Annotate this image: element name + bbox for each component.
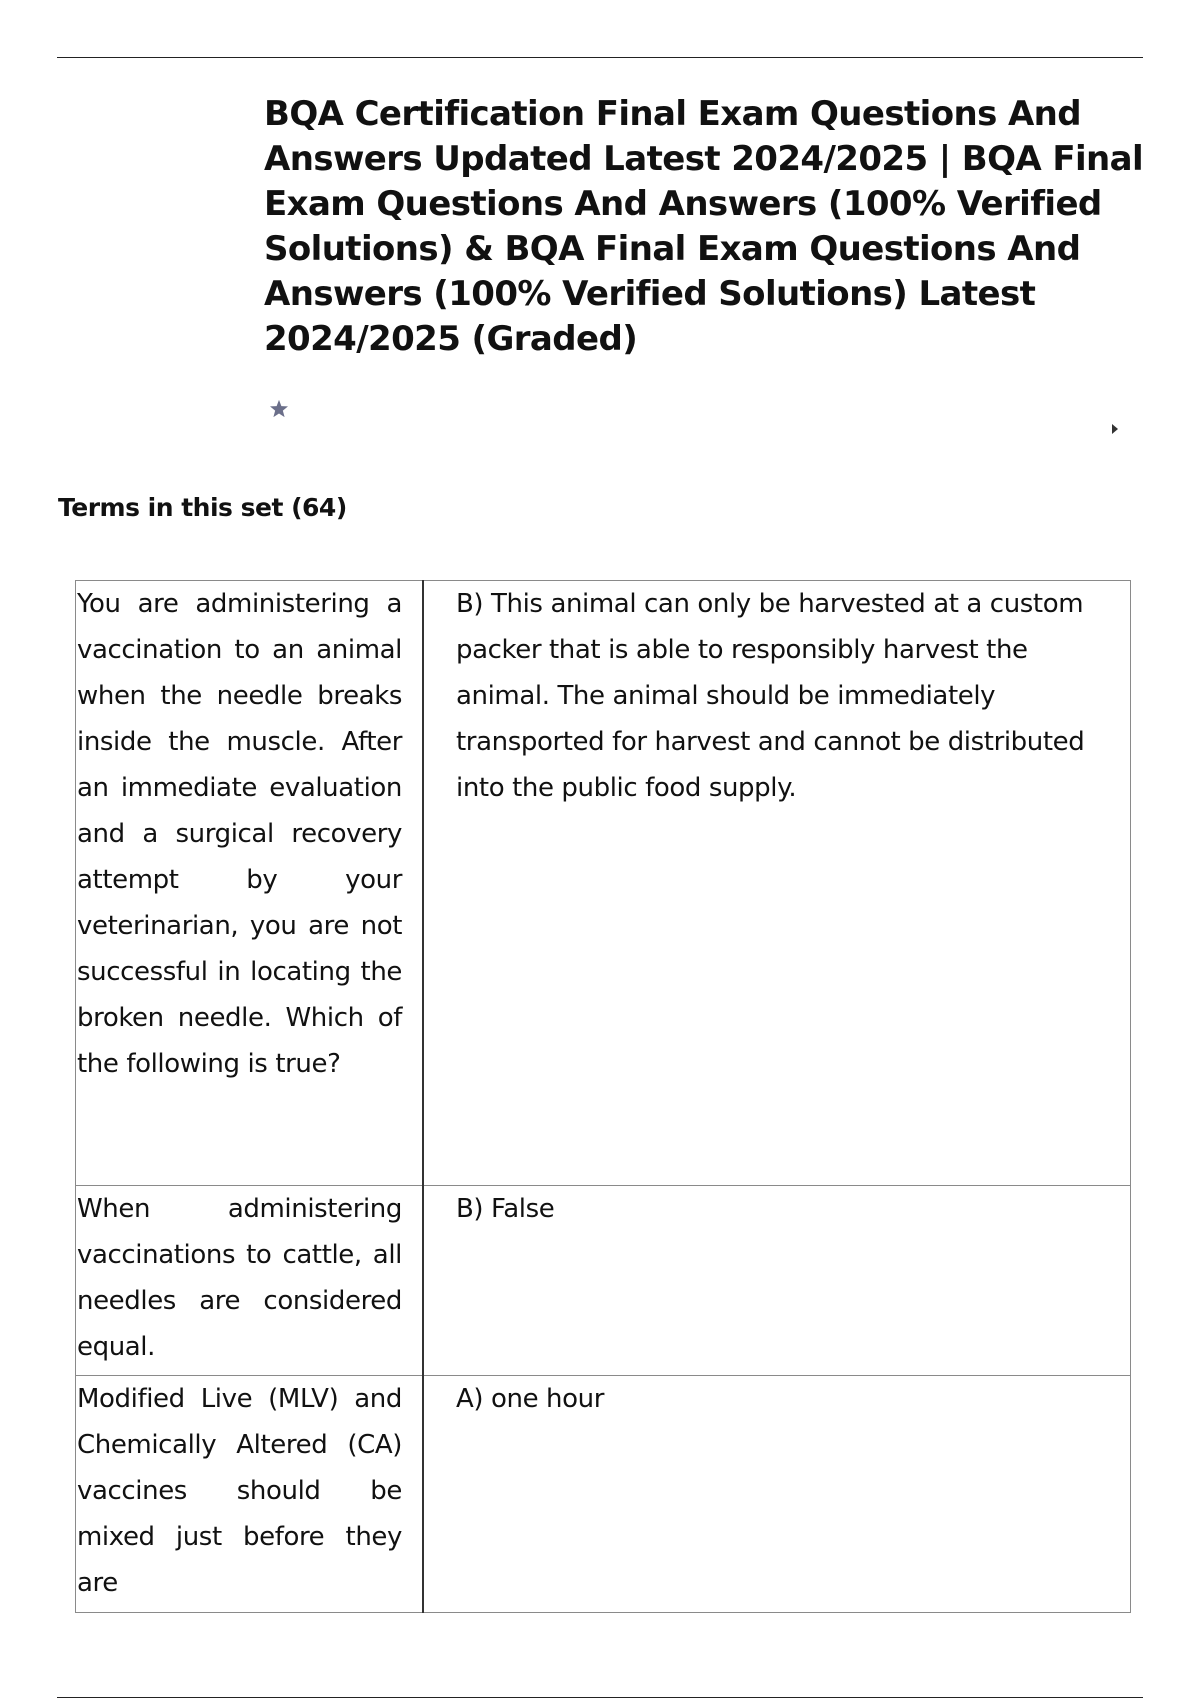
terms-table	[75, 580, 1131, 1613]
term-cell: You are administering a vaccination to an animal when the needle breaks inside the muscle. After an immediate evaluation and a surgical recovery attempt by your veterinarian, you are not successful in locating the broken needle. Which of the following is true?	[76, 581, 424, 1186]
document-title: BQA Certification Final Exam Questions And Answers Updated Latest 2024/2025 | BQA Final Exam Questions And Answers (100% Verified Solutions) & BQA Final Exam Questions And Answers (100% Verified Solutions) Latest 2024/2025 (Graded)	[264, 94, 1144, 359]
table-row	[76, 581, 1131, 1186]
table-row	[76, 1186, 1131, 1376]
top-rule	[57, 57, 1143, 58]
term-cell: When administering vaccinations to cattle, all needles are considered equal.	[76, 1186, 424, 1376]
star-icon[interactable]	[268, 398, 290, 420]
table-row	[76, 1376, 1131, 1613]
definition-cell: B) This animal can only be harvested at a custom packer that is able to responsibly harvest the animal. The animal should be immediately transported for harvest and cannot be distributed into the public food supply.	[423, 581, 1131, 1186]
terms-count-heading: Terms in this set (64)	[58, 493, 347, 522]
bottom-rule	[57, 1697, 1143, 1698]
definition-cell: B) False	[423, 1186, 1131, 1376]
term-cell: Modified Live (MLV) and Chemically Altered (CA) vaccines should be mixed just before they are	[76, 1376, 424, 1613]
definition-cell: A) one hour	[423, 1376, 1131, 1613]
caret-right-icon[interactable]	[1111, 423, 1119, 435]
